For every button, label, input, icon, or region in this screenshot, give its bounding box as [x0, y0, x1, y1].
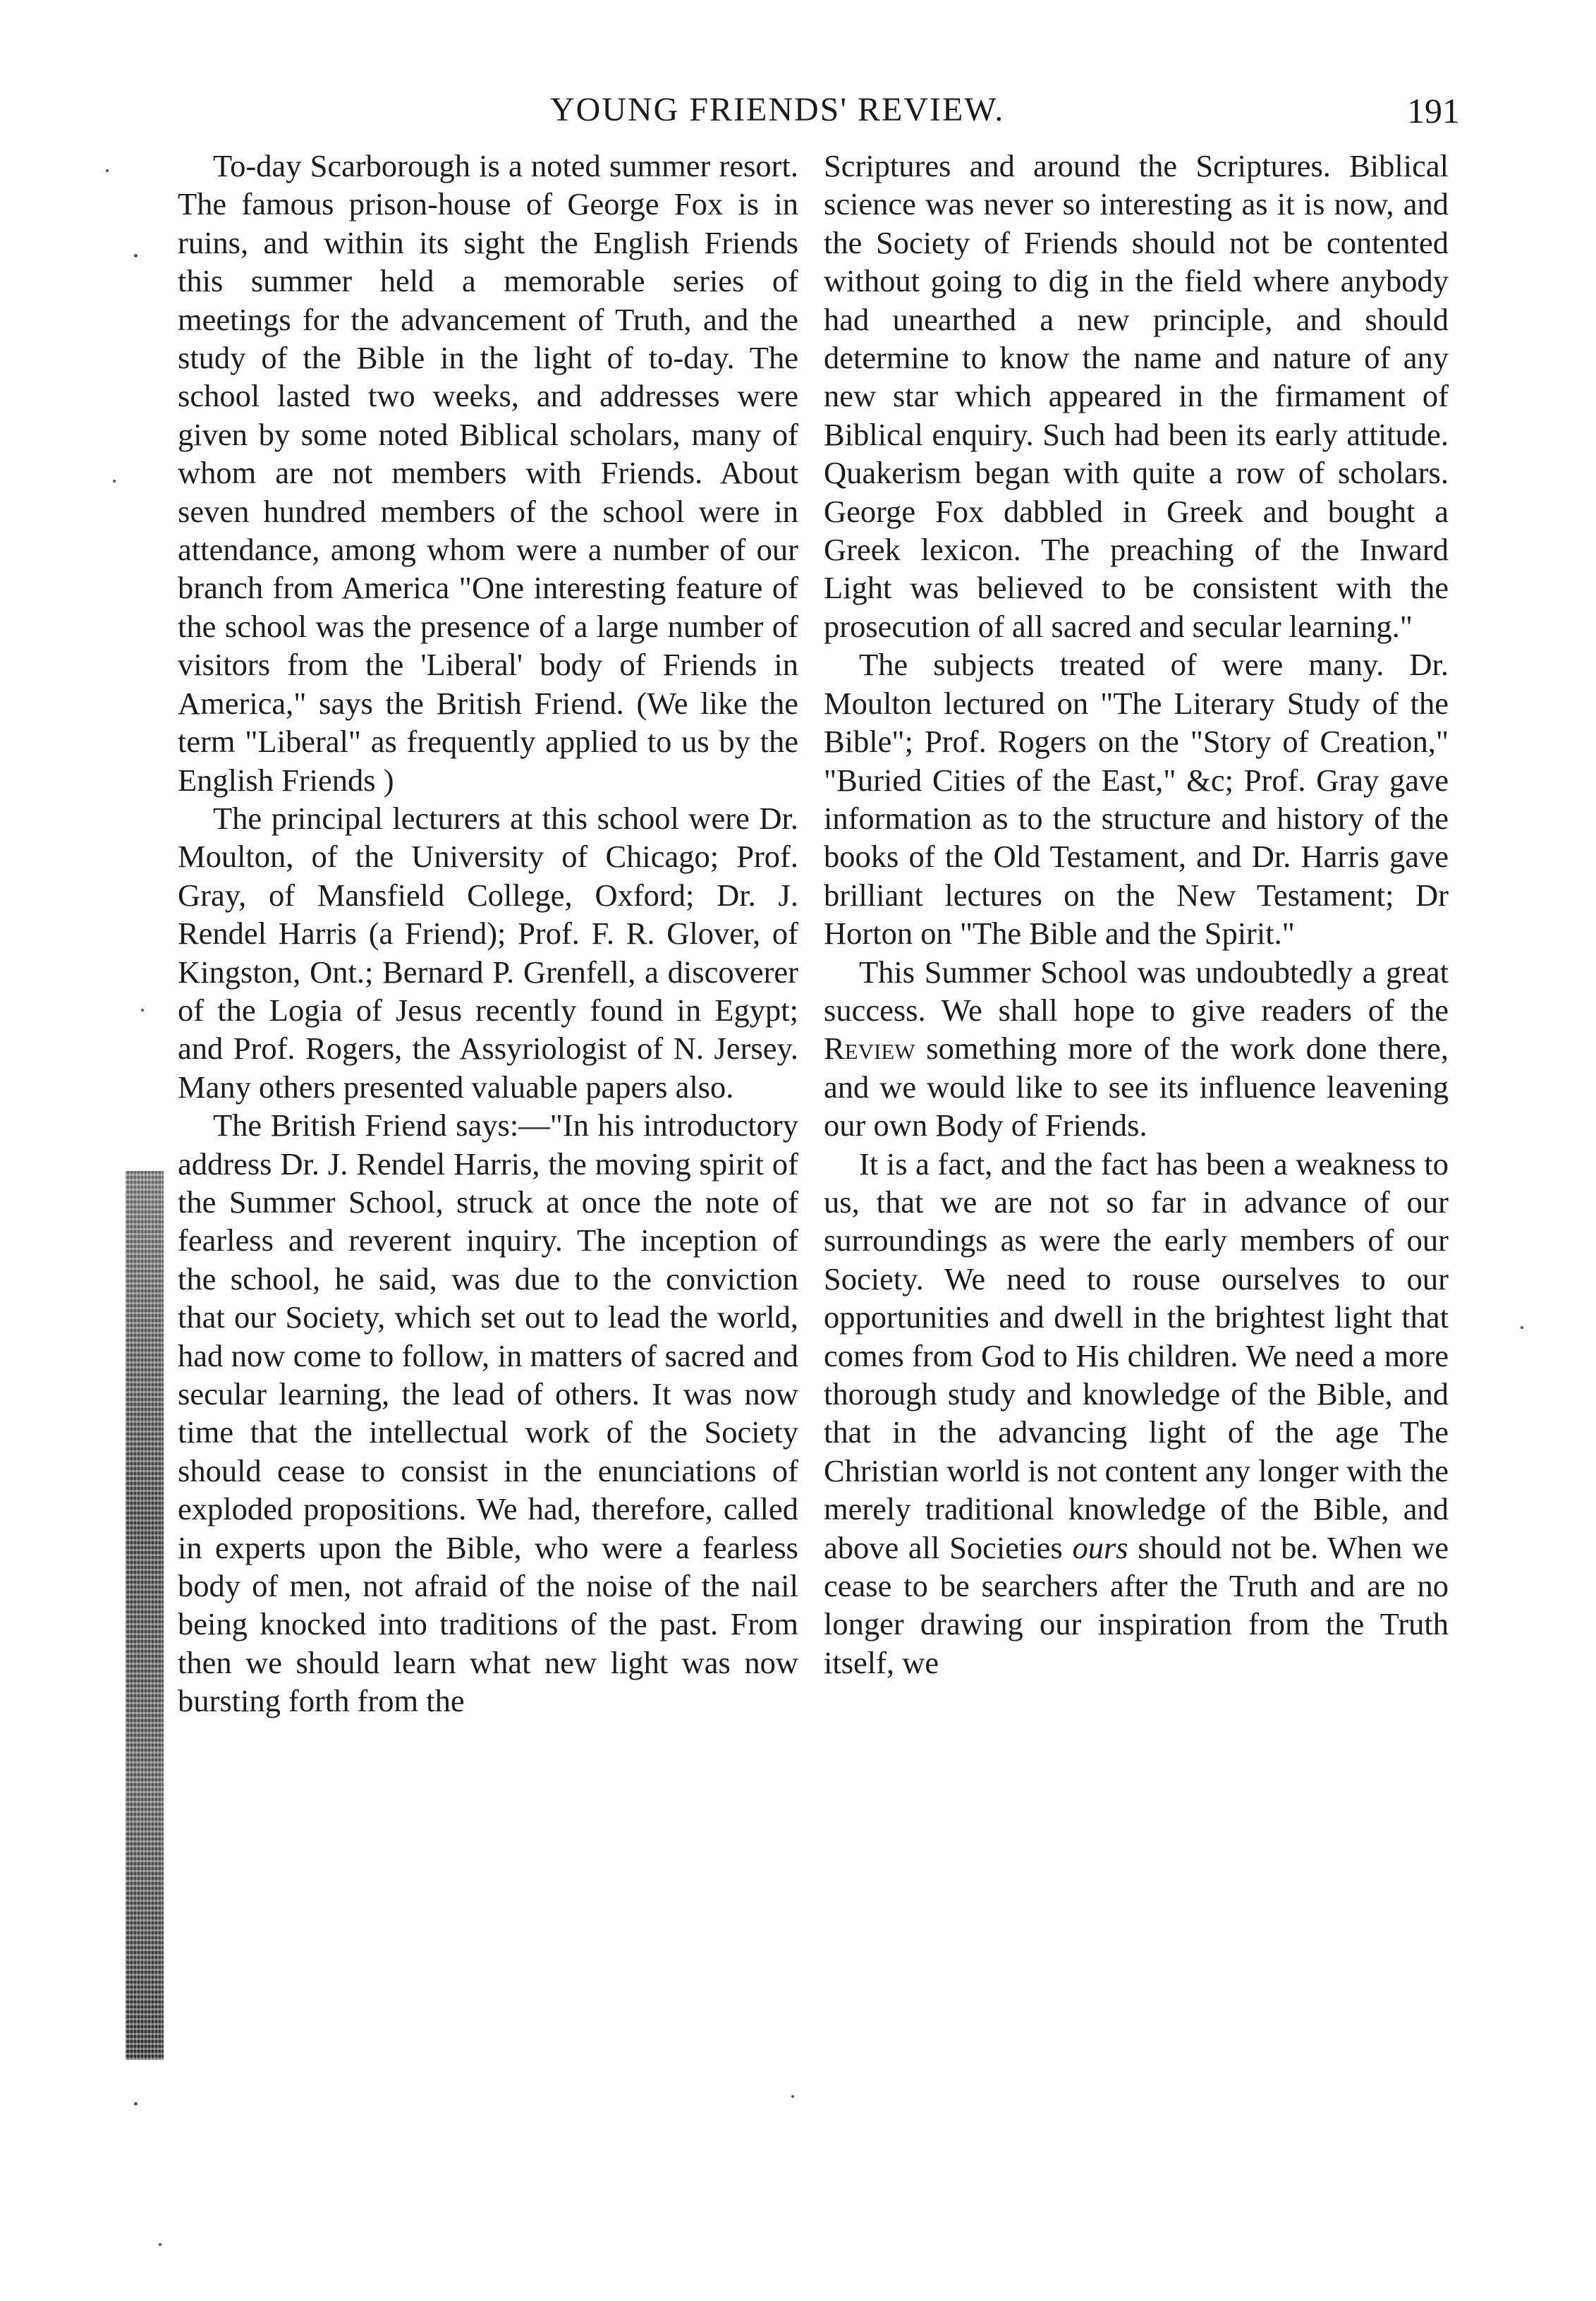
paragraph [824, 1145, 1449, 1682]
paragraph: The principal lecturers at this school were Dr. Moulton, of the University of Chicago; Prof. Gray, of Mansfield College, Oxford; Dr. J. Rendel Harris (a Friend); Prof. F. R. Glover, of Kingston, Ont.; Bernard P. Grenfell, a discoverer of the Logia of Jesus recently found in Egypt; and Prof. Rogers, the Assyriologist of N. Jersey. Many others presented valuable papers also. [178, 800, 798, 1105]
scan-speck [141, 1009, 144, 1012]
paragraph: To-day Scarborough is a noted summer resort. The famous prison-house of George Fox is in ruins, and within its sight the English Friends this summer held a memorable series of meetings for the advancement of Truth, and the study of the Bible in the light of to-day. The school lasted two weeks, and addresses were given by some noted Biblical scholars, many of whom are not members with Friends. About seven hundred members of the school were in attendance, among whom were a number of our branch from America "One interesting feature of the school was the presence of a large number of visitors from the 'Liberal' body of Friends in America," says the British Friend. (We like the term "Liberal" as frequently applied to us by the English Friends ) [178, 148, 798, 798]
scan-speck [159, 2243, 162, 2246]
page-header [169, 90, 1460, 140]
running-title: YOUNG FRIENDS' REVIEW. [550, 91, 1005, 128]
paragraph: The British Friend says:—"In his introductory address Dr. J. Rendel Harris, the moving spirit of the Summer School, struck at once the note of fearless and reverent inquiry. The inception of the school, he said, was due to the conviction that our Society, which set out to lead the world, had now come to follow, in matters of sacred and secular learning, the lead of others. It was now time that the intellectual work of the Society should cease to consist in the enunciations of exploded propositions. We had, therefore, called in experts upon the Bible, who were a fearless body of men, not afraid of the noise of the nail being knocked into traditions of the past. From then we should learn what new light was now bursting forth from the [178, 1107, 798, 1719]
left-column [178, 147, 798, 1720]
scan-speck [113, 480, 116, 482]
right-column [824, 147, 1449, 1682]
text-run: something more of the work done there, and we would like to see its influence leavening our own Body of Friends. [824, 1031, 1449, 1143]
text-run: should not be. When we cease to be searchers after the Truth and are no longer drawing our inspiration from the Truth itself, we [824, 1529, 1449, 1680]
scan-speck [791, 2095, 794, 2098]
scan-margin-strip [126, 1171, 164, 2060]
text-run: It is a fact, and the fact has been a weakness to us, that we are not so far in advance of our surroundings as were the early members of our Society. We need to rouse ourselves to our opportunities and dwell in the brightest light that comes from God to His children. We need a more thorough study and knowledge of the Bible, and that in the advancing light of the age The Christian world is not content any longer with the merely traditional knowledge of the Bible, and above all Societies [824, 1146, 1449, 1565]
paragraph [824, 953, 1449, 1145]
paragraph: Scriptures and around the Scriptures. Biblical science was never so interesting as it is now, and the Society of Friends should not be contented without going to dig in the field where anybody had unearthed a new principle, and should determine to know the name and nature of any new star which appeared in the firmament of Biblical enquiry. Such had been its early attitude. Quakerism began with quite a row of scholars. George Fox dabbled in Greek and bought a Greek lexicon. The preaching of the Inward Light was believed to be consistent with the prosecution of all sacred and secular learning." [824, 148, 1449, 644]
ours-italic: ours [1072, 1529, 1128, 1565]
scan-speck [134, 254, 138, 257]
page-number: 191 [1407, 91, 1460, 130]
review-smallcaps: Review [824, 1031, 915, 1067]
paragraph: The subjects treated of were many. Dr. Moulton lectured on "The Literary Study of the Bible"; Prof. Rogers on the "Story of Creation," "Buried Cities of the East," &c; Prof. Gray gave information as to the structure and history of the books of the Old Testament, and Dr. Harris gave brilliant lectures on the New Testament; Dr Horton on "The Bible and the Spirit." [824, 647, 1449, 952]
scan-speck [106, 169, 109, 172]
text-run: This Summer School was undoubtedly a great success. We shall hope to give readers of the [824, 954, 1449, 1028]
scan-speck [1521, 1326, 1523, 1329]
scan-speck [134, 2102, 138, 2106]
